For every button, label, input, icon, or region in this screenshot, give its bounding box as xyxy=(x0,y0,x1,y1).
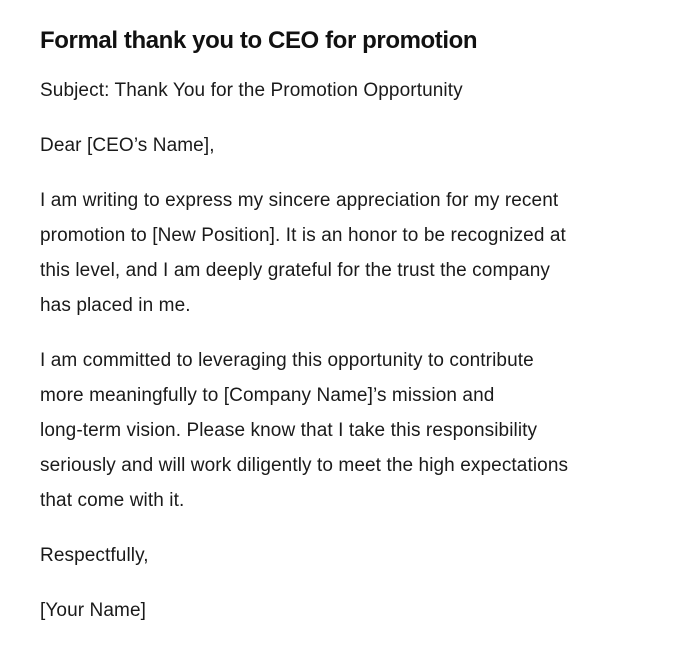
paragraph-line: this level, and I am deeply grateful for the trust the company xyxy=(40,260,550,281)
paragraph-line: has placed in me. xyxy=(40,295,191,316)
paragraph-line: seriously and will work diligently to meet the high expectations xyxy=(40,455,569,476)
subject-line: Subject: Thank You for the Promotion Opportunity xyxy=(40,80,463,101)
paragraph-line: long-term vision. Please know that I take this responsibility xyxy=(40,420,538,441)
body-paragraph-2 xyxy=(40,343,660,518)
letter-title: Formal thank you to CEO for promotion xyxy=(40,27,478,54)
paragraph-line: promotion to [New Position]. It is an honor to be recognized at xyxy=(40,225,566,246)
salutation: Dear [CEO’s Name], xyxy=(40,135,215,156)
body-paragraph-1 xyxy=(40,183,660,323)
paragraph-line: I am writing to express my sincere appreciation for my recent xyxy=(40,190,559,211)
signature-line: [Your Name] xyxy=(40,600,147,621)
paragraph-line: that come with it. xyxy=(40,490,185,511)
closing-line: Respectfully, xyxy=(40,545,149,566)
paragraph-line: I am committed to leveraging this opportunity to contribute xyxy=(40,350,534,371)
paragraph-line: more meaningfully to [Company Name]’s mission and xyxy=(40,385,495,406)
